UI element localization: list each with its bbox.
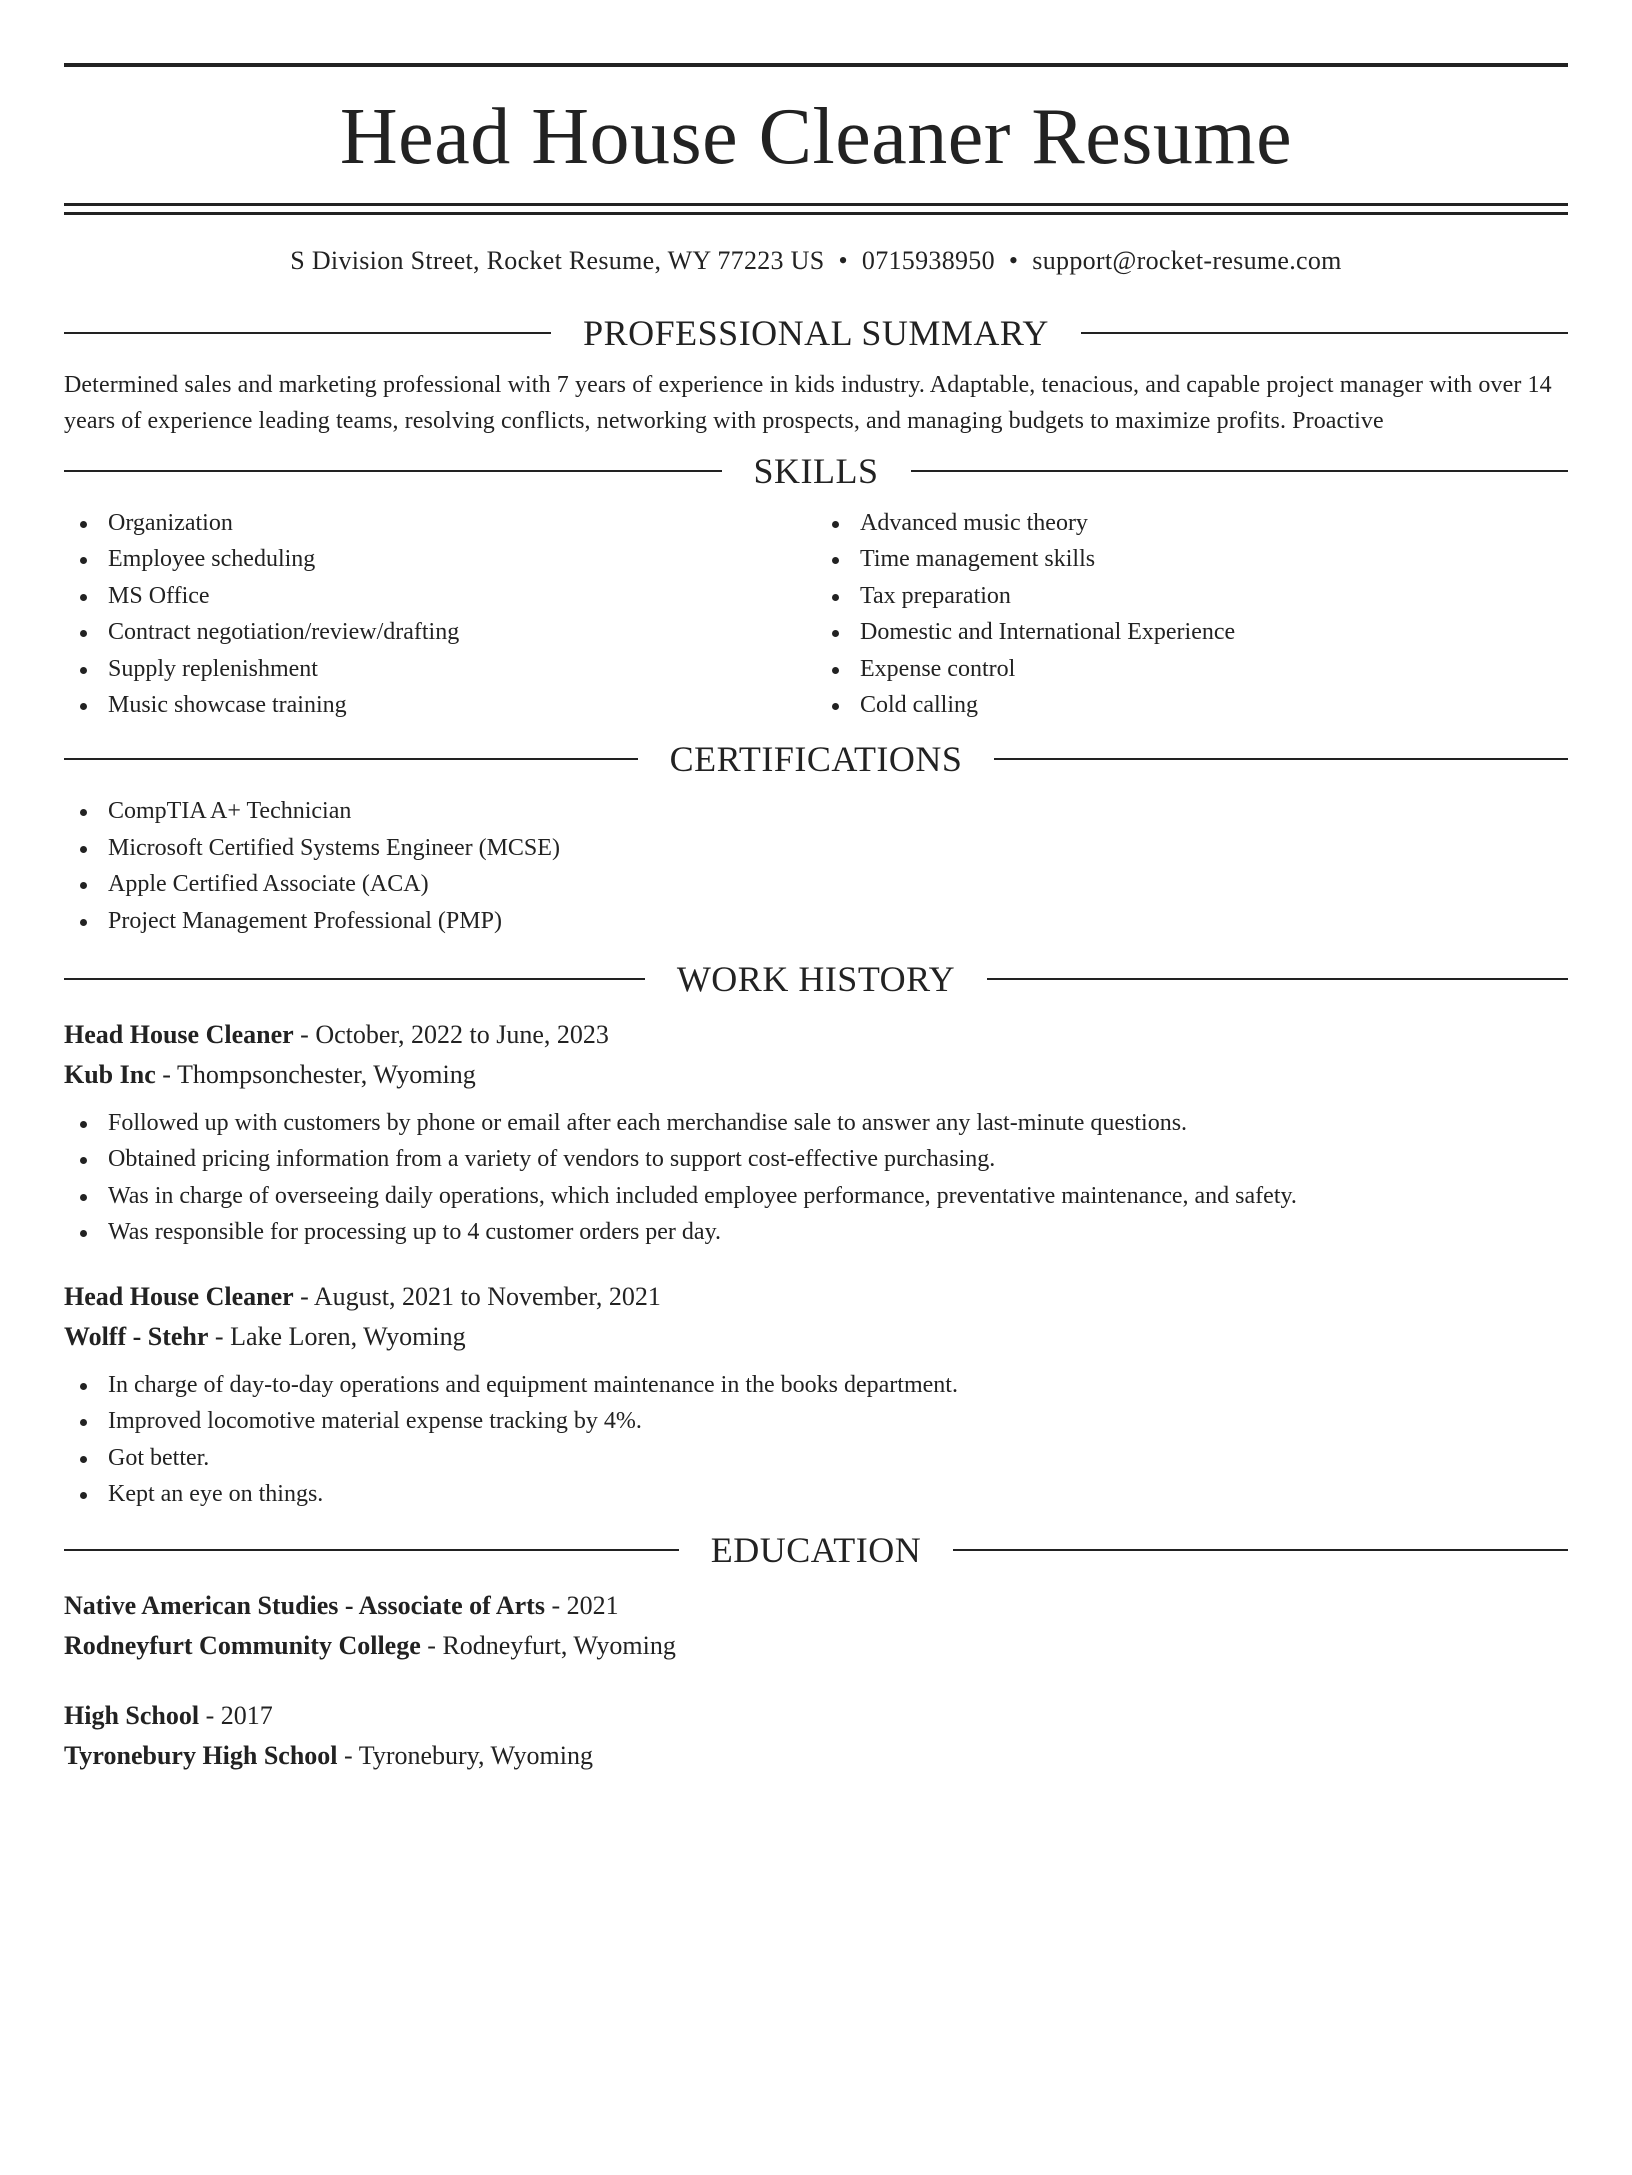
- job-location: Thompsonchester, Wyoming: [176, 1060, 476, 1090]
- section-title-education: EDUCATION: [710, 1530, 922, 1571]
- list-item: Was in charge of overseeing daily operations, which included employee performance, preventative maintenance, and safety.: [64, 1178, 1568, 1214]
- job-company: Kub Inc: [64, 1060, 156, 1090]
- section-title-skills: SKILLS: [753, 451, 879, 491]
- work-entry: [64, 1015, 1568, 1251]
- job-duties-list: [64, 1105, 1568, 1251]
- title-double-rule: [64, 203, 1568, 215]
- contact-line: [64, 243, 1568, 279]
- contact-separator: •: [838, 246, 848, 275]
- section-rule: [64, 978, 645, 980]
- list-item: Followed up with customers by phone or email after each merchandise sale to answer any last-minute questions.: [64, 1105, 1568, 1141]
- education-degree: Native American Studies - Associate of Arts: [64, 1591, 545, 1621]
- section-header-education: [64, 1524, 1568, 1576]
- skills-column-left: [64, 505, 816, 723]
- skills-grid: [64, 505, 1568, 723]
- education-location: Tyronebury, Wyoming: [358, 1741, 593, 1771]
- list-item: MS Office: [64, 578, 816, 614]
- section-title-work: WORK HISTORY: [676, 959, 956, 1000]
- list-item: Contract negotiation/review/drafting: [64, 614, 816, 650]
- list-item: Project Management Professional (PMP): [64, 903, 1568, 939]
- education-degree-line: Native American Studies - Associate of Arts - 2021: [64, 1591, 619, 1621]
- list-item: Music showcase training: [64, 687, 816, 723]
- work-entry: [64, 1277, 1568, 1513]
- section-rule: [64, 758, 638, 760]
- list-item: Tax preparation: [816, 578, 1568, 614]
- section-header-skills: [64, 445, 1568, 497]
- list-item: Improved locomotive material expense tracking by 4%.: [64, 1403, 1568, 1439]
- certifications-list: [64, 793, 1568, 939]
- list-item: Expense control: [816, 651, 1568, 687]
- education-year: 2017: [220, 1701, 273, 1731]
- skills-list-right: [816, 505, 1568, 723]
- education-degree-line: High School - 2017: [64, 1701, 273, 1731]
- job-company: Wolff - Stehr: [64, 1321, 209, 1351]
- contact-address: S Division Street, Rocket Resume, WY 77223 US: [290, 246, 825, 275]
- education-entry: [64, 1586, 1568, 1666]
- contact-email: support@rocket-resume.com: [1032, 246, 1342, 275]
- education-entry: [64, 1696, 1568, 1776]
- section-title-summary: PROFESSIONAL SUMMARY: [583, 313, 1049, 353]
- section-rule: [64, 1549, 679, 1551]
- section-rule: [911, 470, 1569, 472]
- skills-list-left: [64, 505, 816, 723]
- section-header-work: [64, 953, 1568, 1005]
- list-item: Organization: [64, 505, 816, 541]
- job-location: Lake Loren, Wyoming: [230, 1321, 466, 1351]
- job-company-line: Wolff - Stehr - Lake Loren, Wyoming: [64, 1321, 466, 1351]
- section-rule: [64, 332, 551, 334]
- section-rule: [64, 470, 722, 472]
- job-company-line: Kub Inc - Thompsonchester, Wyoming: [64, 1060, 476, 1090]
- list-item: Employee scheduling: [64, 541, 816, 577]
- list-item: Apple Certified Associate (ACA): [64, 866, 1568, 902]
- section-header-summary: [64, 307, 1568, 359]
- list-item: Supply replenishment: [64, 651, 816, 687]
- skills-column-right: [816, 505, 1568, 723]
- list-item: Cold calling: [816, 687, 1568, 723]
- section-rule: [987, 978, 1568, 980]
- education-degree: High School: [64, 1701, 200, 1731]
- list-item: Advanced music theory: [816, 505, 1568, 541]
- job-title-line: Head House Cleaner - August, 2021 to November, 2021: [64, 1281, 661, 1311]
- job-dates: October, 2022 to June, 2023: [315, 1020, 609, 1050]
- summary-text: Determined sales and marketing professional with 7 years of experience in kids industry. Adaptable, tenacious, and capable project manager with over 14 years of experience leading teams, resolving conflicts, networking with prospects, and managing budgets to maximize profits. Proactive: [64, 372, 1552, 434]
- list-item: CompTIA A+ Technician: [64, 793, 1568, 829]
- list-item: In charge of day-to-day operations and equipment maintenance in the books department.: [64, 1367, 1568, 1403]
- education-school-line: Rodneyfurt Community College - Rodneyfurt, Wyoming: [64, 1631, 676, 1661]
- education-year: 2021: [566, 1591, 619, 1621]
- job-title: Head House Cleaner: [64, 1281, 294, 1311]
- education-school: Rodneyfurt Community College: [64, 1631, 421, 1661]
- section-rule: [953, 1549, 1568, 1551]
- job-title-line: Head House Cleaner - October, 2022 to June, 2023: [64, 1020, 609, 1050]
- list-item: Kept an eye on things.: [64, 1476, 1568, 1512]
- contact-separator: •: [1008, 246, 1019, 275]
- section-rule: [994, 758, 1568, 760]
- list-item: Obtained pricing information from a variety of vendors to support cost-effective purchasing.: [64, 1141, 1568, 1177]
- resume-page: [0, 63, 1632, 2175]
- job-duties-list: [64, 1367, 1568, 1513]
- job-dates: August, 2021 to November, 2021: [313, 1281, 661, 1311]
- section-title-certifications: CERTIFICATIONS: [669, 739, 963, 780]
- list-item: Domestic and International Experience: [816, 614, 1568, 650]
- education-location: Rodneyfurt, Wyoming: [442, 1631, 676, 1661]
- section-rule: [1081, 332, 1568, 334]
- job-title: Head House Cleaner: [64, 1020, 294, 1050]
- resume-title: Head House Cleaner Resume: [339, 93, 1293, 181]
- education-school-line: Tyronebury High School - Tyronebury, Wyoming: [64, 1741, 593, 1771]
- contact-phone: 0715938950: [861, 246, 995, 275]
- education-school: Tyronebury High School: [64, 1741, 338, 1771]
- list-item: Was responsible for processing up to 4 customer orders per day.: [64, 1214, 1568, 1250]
- section-header-certifications: [64, 733, 1568, 785]
- list-item: Microsoft Certified Systems Engineer (MCSE): [64, 830, 1568, 866]
- list-item: Time management skills: [816, 541, 1568, 577]
- list-item: Got better.: [64, 1440, 1568, 1476]
